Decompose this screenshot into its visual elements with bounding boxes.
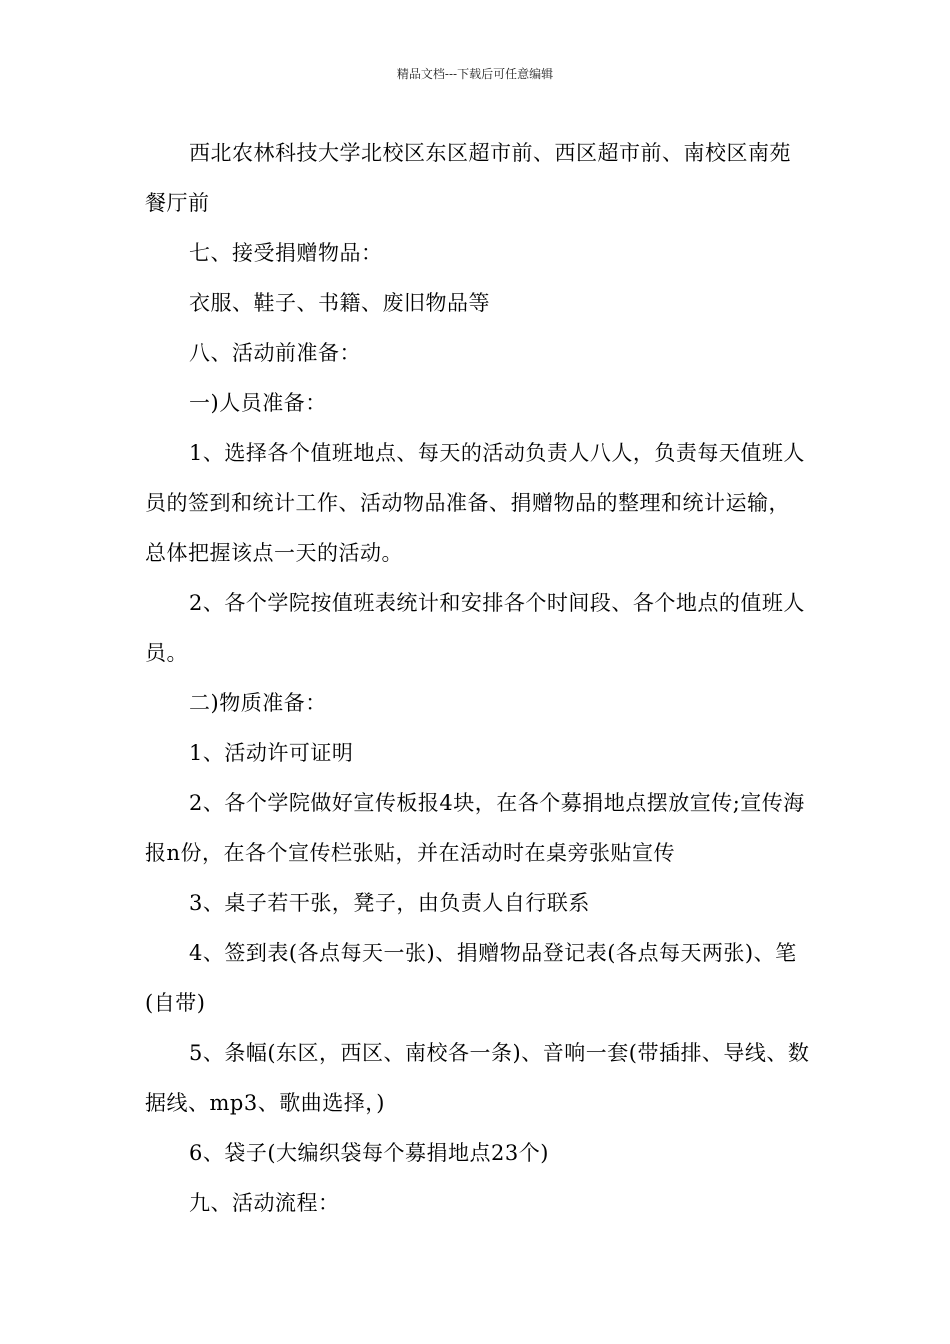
paragraph-materials-6: 6、袋子(大编织袋每个募捐地点23个) (189, 1141, 549, 1165)
paragraph-personnel-1: 1、选择各个值班地点、每天的活动负责人八人，负责每天值班人员的签到和统计工作、活动物品准备、捐赠物品的整理和统计运输，总体把握该点一天的活动。 (145, 441, 805, 565)
heading-process: 九、活动流程： (189, 1191, 340, 1215)
document-body (145, 128, 810, 1228)
page-header: 精品文档---下载后可任意编辑 (396, 67, 554, 81)
heading-accepted-items: 七、接受捐赠物品： (189, 241, 383, 265)
heading-preparation: 八、活动前准备： (189, 341, 361, 365)
paragraph-materials-3: 3、桌子若干张，凳子，由负责人自行联系 (189, 891, 590, 915)
paragraph-materials-5: 5、条幅(东区，西区、南校各一条)、音响一套(带插排、导线、数据线、mp3、歌曲选择，) (145, 1041, 810, 1115)
paragraph-materials-2: 2、各个学院做好宣传板报4块，在各个募捐地点摆放宣传;宣传海报n份，在各个宣传栏张贴，并在活动时在桌旁张贴宣传 (145, 791, 805, 865)
subheading-personnel: 一)人员准备： (189, 391, 327, 415)
paragraph-materials-1: 1、活动许可证明 (189, 741, 354, 765)
paragraph-materials-4: 4、签到表(各点每天一张)、捐赠物品登记表(各点每天两张)、笔(自带) (145, 941, 797, 1015)
paragraph-location: 西北农林科技大学北校区东区超市前、西区超市前、南校区南苑餐厅前 (145, 141, 791, 215)
paragraph-personnel-2: 2、各个学院按值班表统计和安排各个时间段、各个地点的值班人员。 (145, 591, 805, 665)
paragraph-items-list: 衣服、鞋子、书籍、废旧物品等 (189, 291, 490, 315)
subheading-materials: 二)物质准备： (189, 691, 327, 715)
